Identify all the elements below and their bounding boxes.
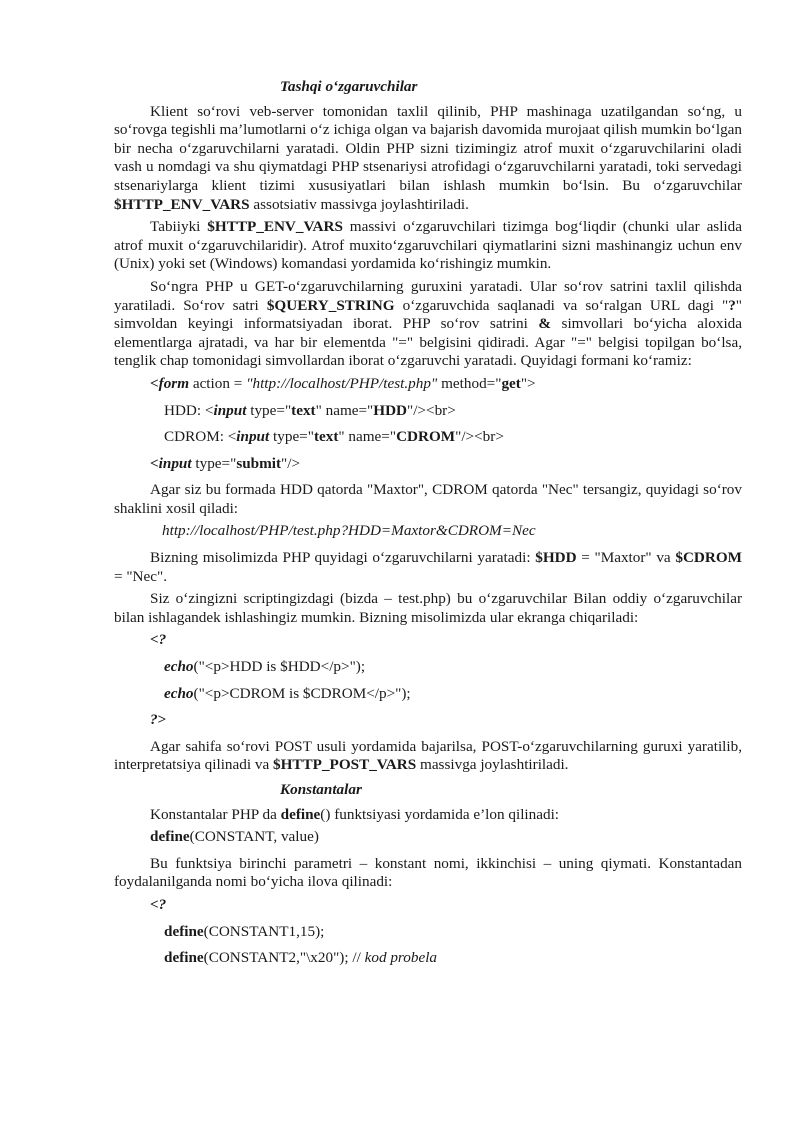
code-form-open: <form action = "http://localhost/PHP/test.php" method="get"> [150,374,536,392]
code-input-hdd: HDD: <input type="text" name="HDD"/><br> [164,401,456,419]
paragraph-env-vars: Tabiiyki $HTTP_ENV_VARS massivi o‘zgaruvchilari tizimga bog‘liqdir (chunki ular aslida atrof muxit o‘zgaruvchilaridir). Atrof muxito‘zgaruvchilari qiymatlarini sizni mashinangiz uchun env (Unix) yoki set (Windows) komandasi yordamida ko‘rishingiz mumkin. [114,218,742,273]
paragraph-intro: Klient so‘rovi veb-server tomonidan taxlil qilinib, PHP mashinaga uzatilgandan so‘ng, u so‘rovga tegishli ma’lumotlarni o‘z ichiga olgan va bajarish davomida murojaat qilish mumkin bo‘lgan bir necha o‘zgaruvchilarni yaratadi. Oldin PHP sizni tizimingiz atrof muxit o‘zgaruvchilarini oladi vash u nomdagi va shu qiymatdagi PHP stsenariysi atrofidagi o‘zgaruvchilarni yaratadi, toki servedagi stsenariylarga klient tizimi xususiyatlari bilan ishlash mumkin bo‘lsin. Bu o‘zgaruvchilar $HTTP_ENV_VARS assotsiativ massivga joylashtiriladi. [114,102,742,213]
code-define-constant2: define(CONSTANT2,"\x20"); // kod probela [164,949,438,967]
paragraph-get-vars: So‘ngra PHP u GET-o‘zgaruvchilarning guruxini yaratadi. Ular so‘rov satrini taxlil qilishda yaratiladi. So‘rov satri $QUERY_STRING o‘zgaruvchida saqlanadi va so‘ralgan URL dagi "?" simvoldan keyingi informatsiyadan iborat. PHP so‘rov satrini & simvollari bo‘yicha aloxida elementlarga ajratadi, va har bir elementda "=" belgisini qidiradi. Agar "=" belgisi topilgan bo‘lsa, tenglik chap tomonidagi simvollardan iborat o‘zgaruvchi yaratadi. Quyidagi formani ko‘ramiz: [114,277,742,370]
code-define-signature: define(CONSTANT, value) [150,828,319,846]
paragraph-created-vars: Bizning misolimizda PHP quyidagi o‘zgaruvchilarni yaratadi: $HDD = "Maxtor" va $CDROM = "Nec". [114,549,742,585]
code-input-cdrom: CDROM: <input type="text" name="CDROM"/><br> [164,428,504,446]
example-url: http://localhost/PHP/test.php?HDD=Maxtor&CDROM=Nec [162,522,536,540]
section-title-external-variables: Tashqi o‘zgaruvchilar [280,78,418,95]
code-echo-cdrom: echo("<p>CDROM is $CDROM</p>"); [164,684,411,702]
code-input-submit: <input type="submit"/> [150,454,301,472]
paragraph-usage: Siz o‘zingizni scriptingizdagi (bizda – test.php) bu o‘zgaruvchilar Bilan oddiy o‘zgaruvchilar bilan ishlagandek ishlashingiz mumkin. Bizning misolimizda ular ekranga chiqariladi: [114,590,742,626]
code-echo-hdd: echo("<p>HDD is $HDD</p>"); [164,658,366,676]
code-php-close: ?> [150,711,167,729]
paragraph-define-params: Bu funktsiya birinchi parametri – konstant nomi, ikkinchisi – uning qiymati. Konstantadan foydalanilganda nomi bo‘yicha ilova qilinadi: [114,854,742,891]
code-php-open-2: <? [150,895,167,913]
paragraph-constants-intro: Konstantalar PHP da define() funktsiyasi yordamida e’lon qilinadi: [150,805,560,823]
code-php-open: <? [150,631,167,649]
document-page [114,72,742,976]
section-title-constants: Konstantalar [280,781,362,798]
code-define-constant1: define(CONSTANT1,15); [164,922,325,940]
paragraph-form-result: Agar siz bu formada HDD qatorda "Maxtor", CDROM qatorda "Nec" tersangiz, quyidagi so‘rov shaklini xosil qiladi: [114,481,742,517]
paragraph-post-vars: Agar sahifa so‘rovi POST usuli yordamida bajarilsa, POST-o‘zgaruvchilarning guruxi yaratilib, interpretatsiya qilinadi va $HTTP_POST_VARS massivga joylashtiriladi. [114,737,742,774]
